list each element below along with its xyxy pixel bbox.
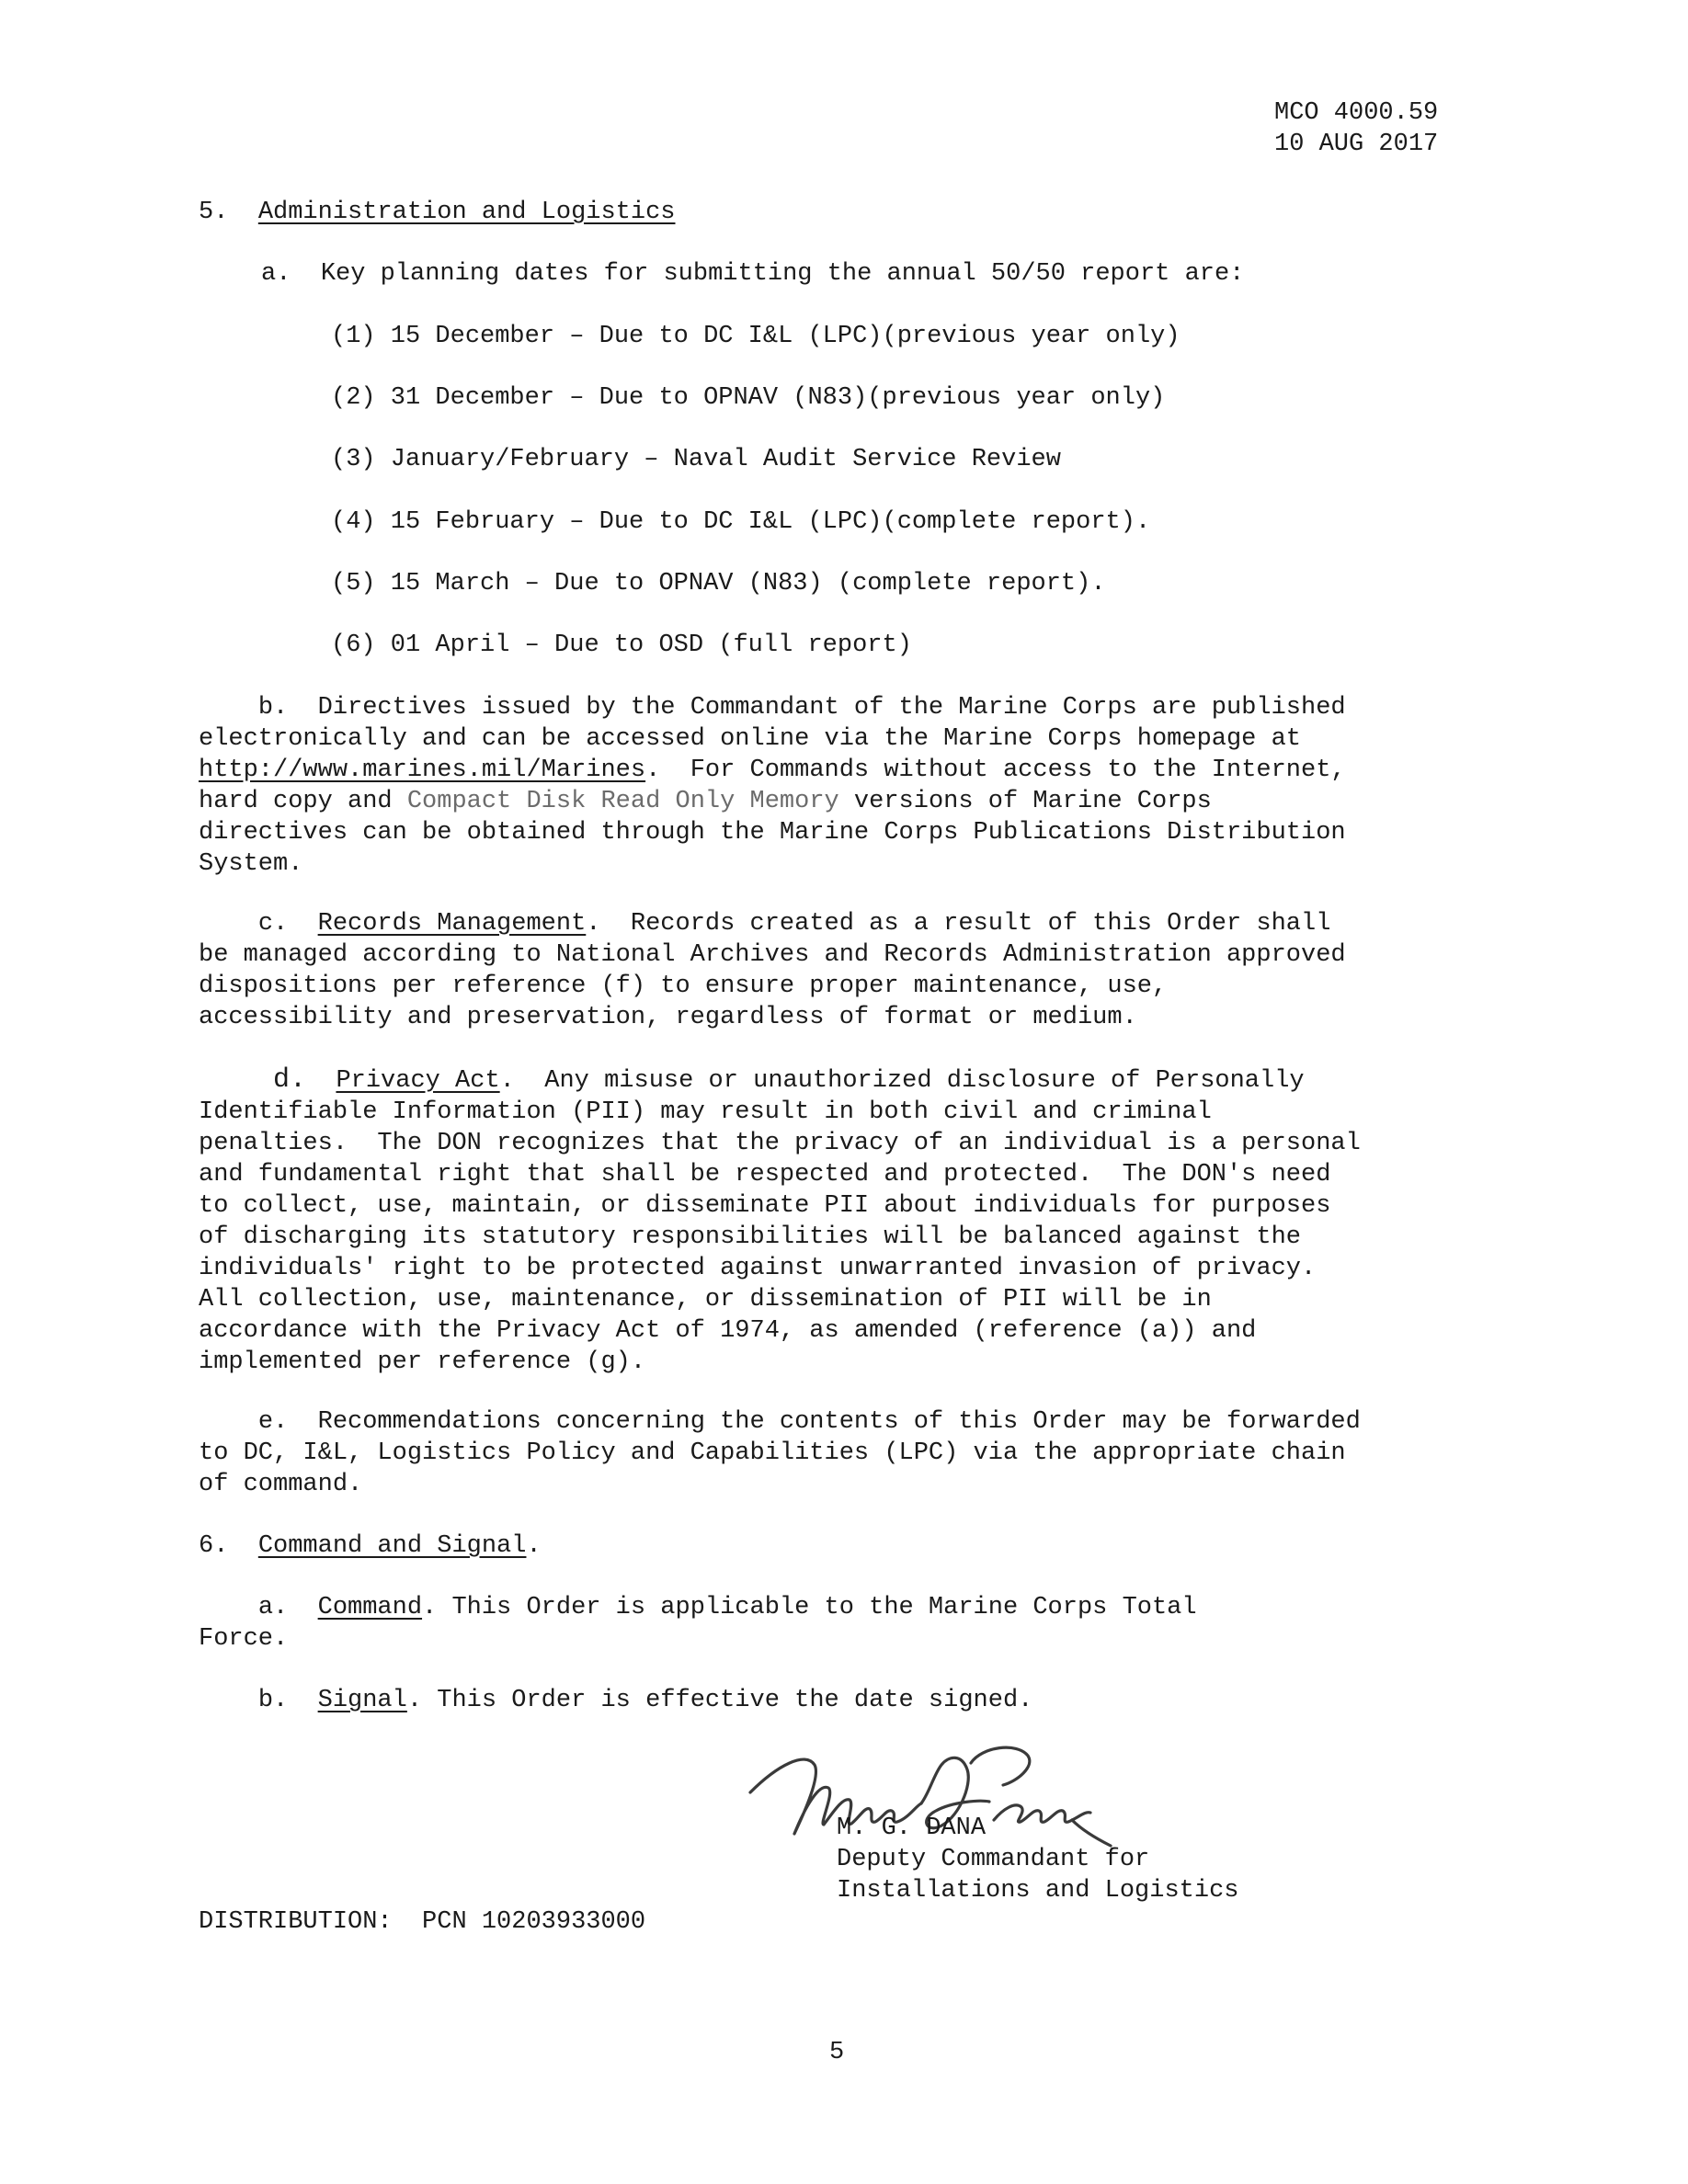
section5-title: Administration and Logistics: [257, 199, 676, 226]
section6-title: Command and Signal: [257, 1532, 527, 1560]
para-6a: a. Command. This Order is applicable to the Marine Corps Total Force.: [199, 1594, 1197, 1653]
para-6b: b. Signal. This Order is effective the date signed.: [257, 1687, 1033, 1714]
order-date: 10 AUG 2017: [1274, 131, 1439, 158]
para-6a-label: a.: [257, 1594, 289, 1621]
para-5c-label: c.: [257, 910, 289, 938]
para-6b-label: b.: [257, 1687, 289, 1714]
cd-rom-term: Compact Disk Read Only Memory: [406, 788, 839, 815]
list-item: (6) 01 April – Due to OSD (full report): [331, 631, 912, 659]
marines-link[interactable]: http://www.marines.mil/Marines: [199, 756, 646, 784]
section6-number: 6.: [199, 1532, 229, 1560]
section5-heading: [199, 197, 676, 228]
distribution-label: DISTRIBUTION:: [199, 1908, 393, 1936]
list-item: (3) January/February – Naval Audit Service Review: [331, 446, 1061, 473]
para-5c: c. Records Management. Records created as a result of this Order shall be managed according to National Archives and Records Administration approved dispositions per reference (f) to ensure proper maintenance, use, accessibility and preservation, regardless of format or medium.: [199, 910, 1346, 1031]
page-number: 5: [829, 2039, 845, 2066]
section6-heading: 6. Command and Signal.: [199, 1532, 542, 1560]
para-5a: [261, 258, 1244, 290]
distribution-line: [199, 1906, 645, 1938]
para-5b: b. Directives issued by the Commandant of the Marine Corps are published electronically and can be accessed online via the Marine Corps homepage at http://www.marines.mil/Marines. For Commands without access to the Internet, hard copy and Compact Disk Read Only Memory versions of Marine Corps directives can be obtained through the Marine Corps Publications Distribution System.: [199, 694, 1346, 878]
order-number: MCO 4000.59: [1274, 99, 1439, 127]
records-management-heading: Records Management: [317, 910, 587, 938]
para-5a-label: a.: [261, 260, 291, 288]
list-item: (2) 31 December – Due to OPNAV (N83)(previous year only): [331, 384, 1166, 412]
privacy-act-heading: Privacy Act: [336, 1067, 500, 1095]
command-heading: Command: [317, 1594, 423, 1621]
para-5b-label: b.: [257, 694, 289, 722]
section5-number: 5.: [199, 199, 229, 226]
signer-name: M. G. DANA: [837, 1814, 987, 1842]
list-item: (1) 15 December – Due to DC I&L (LPC)(previous year only): [331, 323, 1180, 350]
para-5a-text: Key planning dates for submitting the annual 50/50 report are:: [320, 260, 1245, 288]
para-5d-label: d.: [273, 1064, 307, 1096]
para-5d: d. Privacy Act. Any misuse or unauthorized disclosure of Personally Identifiable Information (PII) may result in both civil and criminal penalties. The DON recognizes that the privacy of an individual is a personal and fundamental right that shall be respected and protected. The DON's need to collect, use, maintain, or disseminate PII about individuals for purposes of discharging its statutory responsibilities will be balanced against the individuals' right to be protected against unwarranted invasion of privacy. All collection, use, maintenance, or dissemination of PII will be in accordance with the Privacy Act of 1974, as amended (reference (a)) and implemented per reference (g).: [199, 1064, 1361, 1376]
list-item: (5) 15 March – Due to OPNAV (N83) (complete report).: [331, 570, 1106, 597]
para-5e: e. Recommendations concerning the contents of this Order may be forwarded to DC, I&L, Logistics Policy and Capabilities (LPC) via the appropriate chain of command.: [199, 1408, 1361, 1498]
signer-title-line1: Deputy Commandant for: [837, 1846, 1150, 1873]
signer-title-line2: Installations and Logistics: [837, 1877, 1239, 1905]
signal-heading: Signal: [317, 1687, 407, 1714]
distribution-value: PCN 10203933000: [422, 1908, 646, 1936]
list-item: (4) 15 February – Due to DC I&L (LPC)(complete report).: [331, 508, 1151, 536]
para-5e-label: e.: [257, 1408, 289, 1436]
